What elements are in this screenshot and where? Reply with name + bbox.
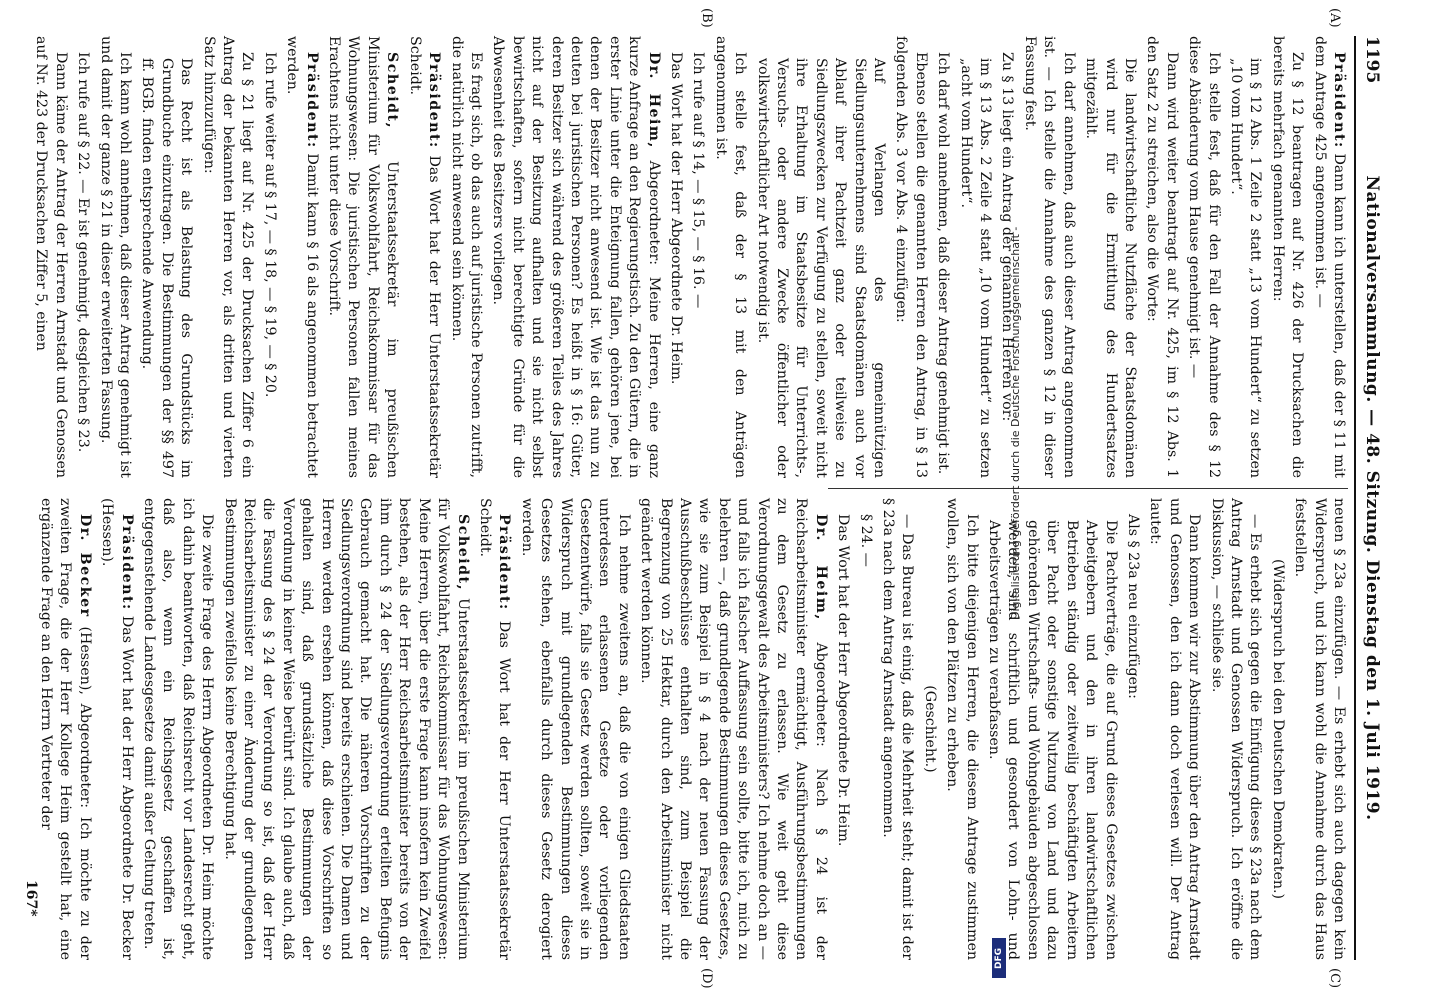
paragraph — [1309, 36, 1348, 478]
speaker-name: Scheidt, — [384, 52, 401, 130]
paragraph-text: Das Wort hat der Herr Unterstaatssekretär Scheidt. — [476, 498, 513, 960]
speaker-name: Präsident: — [1331, 52, 1347, 149]
paragraph — [942, 498, 981, 960]
paragraph-text: Als § 23a neu einzufügen: — [1124, 514, 1141, 699]
speaker-name: Dr. Heim, — [645, 52, 662, 149]
paragraph — [1290, 498, 1348, 960]
paragraph — [1206, 498, 1264, 960]
paragraph-text: Damit kann § 16 als angenommen betrachtet werden. — [284, 36, 320, 478]
margin-marker-d: (D) — [699, 968, 714, 989]
paragraph-text: Auf Verlangen des gemeinnützigen Siedlungsunternehmens sind Staatsdomänen auch vor Ablauf ihrer Pachtzeit ganz oder teilweise zu Siedlungszwecken zur Verfügung zu stellen, soweit nicht ihre Erhaltung im Staatsbesitze für Unterrichts-, Versuchs- oder andere Zwecke öffentlicher oder volkswirtschaftlicher Art notwendig ist. — [754, 58, 888, 478]
paragraph-text: Zu § 21 liegt auf Nr. 425 der Drucksachen Ziffer 6 ein Antrag der bekannten Herren vor, als dritten und vierten Satz hinzuzufügen: — [200, 36, 256, 478]
paragraph-text: Zu § 12 beantragen auf Nr. 426 der Drucksachen die bereits mehrfach genannten Herren: — [1269, 36, 1306, 478]
paragraph-text: Ich stelle fest, daß der § 13 mit den Anträgen angenommen ist. — [712, 36, 749, 478]
paragraph — [1267, 498, 1286, 960]
digitization-notice: Digitalisierung gefördert durch die Deutsche Forschungsgemeinschaft - — [1009, 226, 1022, 620]
paragraph-text: (Hessen), Abgeordneter: Ich möchte zu der zweiten Frage, die der Herr Kollege Heim gestellt hat, eine ergänzende Frage an den Herrn Vertreter der — [38, 498, 93, 960]
paragraph-text: § 24. — — [857, 514, 874, 567]
paragraph — [1145, 498, 1203, 960]
paragraph-text: im § 13 Abs. 2 Zeile 4 statt „10 vom Hundert“ zu setzen „acht vom Hundert“. — [957, 58, 994, 478]
paragraph — [1020, 36, 1078, 478]
paragraph — [1142, 36, 1181, 478]
paragraph-text: — Das Bureau ist einig, daß die Mehrheit steht; damit ist der § 23a nach dem Antrag Arnstadt angenommen. — [880, 498, 916, 960]
speaker-name: Präsident: — [118, 514, 135, 611]
paragraph-text: Unterstaatssekretär im preußischen Ministerium für Volkswohlfahrt, Reichskommissar für das Wohnungswesen: Die juristischen Personen fallen meines Erachtens nicht unter diese Vorschrift. — [326, 36, 401, 478]
paragraph-text: Das Wort hat der Herr Abgeordnete Dr. Heim. — [668, 52, 684, 385]
paragraph — [752, 58, 888, 478]
speaker-name: Präsident: — [426, 52, 443, 149]
paragraph-text: Das Wort hat der Herr Abgeordnete Dr. Heim. — [835, 514, 852, 847]
paragraph-text: — Es erhebt sich gegen die Einfügung dieses § 23a nach dem Antrag Arnstadt und Genossen Widerspruch. Ich eröffne die Diskussion, — schließe sie. — [1208, 498, 1264, 960]
left-column — [33, 36, 1348, 478]
paragraph — [446, 36, 485, 478]
paragraph-text: Dann kann ich unterstellen, daß der § 11 mit dem Antrage 425 angenommen ist. — — [1311, 36, 1347, 478]
speaker-name: Präsident: — [303, 52, 320, 149]
paragraph-text: Ich darf annehmen, daß auch dieser Antrag angenommen ist. — Ich stelle die Annahme des ganzen § 12 in dieser Fassung fest. — [1021, 36, 1077, 478]
paragraph — [1123, 498, 1142, 960]
margin-marker-c: (C) — [1327, 968, 1342, 989]
column-divider — [828, 488, 1348, 489]
paragraph — [137, 58, 195, 478]
paragraph — [878, 498, 917, 960]
paragraph-text: Ich nehme zweitens an, daß die von einigen Gliedstaaten unterdessen erlassenen Gesetze oder vorliegenden Gesetzentwürfe, falls sie Gesetz werden sollten, soweit sie in Widerspruch mit grundlegenden Bestimmungen dieses Gesetzes stehen, ebenfalls durch dieses Gesetz derogiert werden. — [518, 498, 632, 960]
paragraph — [833, 498, 852, 960]
paragraph-text: Ich darf wohl annehmen, daß dieser Antrag genehmigt ist. — [935, 52, 952, 475]
page-header — [1354, 36, 1384, 960]
paragraph-text: Die zweite Frage des Herrn Abgeordneten Dr. Heim möchte ich dahin beantworten, daß Reichsrecht vor Landesrecht geht, daß also, wenn ein Reichsgesetz geschaffen ist, entgegenstehende Landesgesetze damit außer Geltung treten. — [141, 498, 216, 960]
right-column — [38, 498, 1348, 961]
paragraph — [475, 498, 514, 960]
paragraph — [688, 36, 707, 478]
speaker-name: Scheidt, — [454, 514, 471, 592]
paragraph-text: Dann käme der Antrag der Herren Arnstadt und Genossen auf Nr. 423 der Drucksachen Ziffer 5, einen — [33, 36, 69, 478]
paragraph — [1267, 36, 1306, 478]
paragraph-text: Ich rufe auf § 14, — § 15, — § 16. — — [690, 52, 707, 309]
paragraph-text: Das Wort hat der Herr Abgeordnete Dr. Becker (Hessen). — [99, 498, 135, 960]
paragraph-text: Ich stelle fest, daß für den Fall der Annahme des § 12 diese Abänderung vom Hause genehmigt ist. — — [1186, 36, 1222, 478]
paragraph — [666, 36, 685, 478]
paragraph — [259, 36, 278, 478]
paragraph-text: im § 12 Abs. 1 Zeile 2 statt „13 vom Hundert“ zu setzen „10 vom Hundert“. — [1227, 58, 1264, 478]
header-page-number: 1195 — [1362, 36, 1382, 84]
footer-page-number: 167* — [23, 880, 39, 917]
paragraph-text: (Geschieht.) — [921, 685, 938, 773]
paragraph-text: Ebenso stellen die genannten Herren den Antrag, in § 13 folgenden Abs. 3 vor Abs. 4 einzufügen: — [893, 36, 929, 478]
paragraph-text: Ich rufe weiter auf § 17, — § 18, — § 19, — § 20. — [261, 52, 278, 398]
paragraph — [198, 36, 256, 478]
paragraph — [139, 498, 217, 960]
paragraph — [324, 36, 402, 478]
paragraph — [891, 36, 930, 478]
speaker-name: Dr. Heim, — [812, 514, 829, 621]
paragraph-text: Die Pachtverträge, die auf Grund dieses Gesetzes zwischen Arbeitgebern und den in ihren landwirtschaftlichen Betrieben ständig oder zeitweilig beschäftigten Arbeitern über Pacht oder sonstige Nutzung von Land und dazu gehörenden Wirtschafts- und Wohngebäuden abgeschlossen werden, sind schriftlich und gesondert von Lohn- und Arbeitsverträgen zu verabfassen. — [986, 520, 1119, 960]
dfg-logo: DFG — [992, 938, 1006, 978]
margin-marker-b: (B) — [699, 8, 714, 28]
paragraph-text: Ich rufe auf § 22. — Er ist genehmigt, desgleichen § 23. — [75, 52, 92, 453]
speaker-name: Präsident: — [496, 514, 513, 611]
paragraph — [31, 36, 70, 478]
paragraph-text: neuen § 23a einzufügen. — Es erhebt sich auch dagegen kein Widerspruch, und ich kann wohl die Annahme durch das Haus feststellen. — [1292, 498, 1347, 960]
paragraph — [919, 498, 938, 960]
paragraph — [36, 498, 94, 960]
paragraph-text: Es fragt sich, ob das auch auf juristische Personen zutrifft, die natürlich nicht anwesend sein können. — [448, 36, 484, 478]
paragraph-text: Abgeordneter: Meine Herren, eine ganz kurze Anfrage an den Regierungstisch. Zu den Gütern, die in erster Linie unter die Enteignung fallen, gehören jene, bei denen der Besitzer nicht anwesend ist. Wie ist das nun zu deuten bei juristischen Personen? Es heißt in § 16: Güter, deren Besitzer sich während des größeren Teiles des Jahres nicht auf der Besitzung aufhalten und sie nicht selbst bewirtschaften, sofern nicht berechtigte Gründe für die Abwesenheit des Besitzers vorliegen. — [490, 36, 662, 478]
paragraph — [1226, 58, 1265, 478]
paragraph-text: (Widerspruch bei den Deutschen Demokraten.) — [1269, 558, 1286, 900]
paragraph-text: Das Wort hat der Herr Unterstaatssekretär Scheidt. — [406, 36, 443, 478]
paragraph — [219, 498, 471, 960]
paragraph-text: Dann kommen wir zur Abstimmung über den Antrag Arnstadt und Genossen, den ich dann doch verlesen will. Der Antrag lautet: — [1147, 498, 1203, 960]
paragraph-text: Die landwirtschaftliche Nutzfläche der Staatsdomänen wird nur für die Ermittlung des Hundertsatzes mitgezählt. — [1083, 58, 1138, 478]
paragraph-text: Ich kann wohl annehmen, daß dieser Antrag genehmigt ist und damit der ganze § 21 in dieser erweiterten Fassung. — [97, 36, 134, 478]
paragraph — [1184, 36, 1223, 478]
paragraph — [73, 36, 92, 478]
paragraph — [710, 36, 749, 478]
paragraph — [1081, 58, 1139, 478]
paragraph-text: Unterstaatssekretär im preußischen Ministerium für Volkswohlfahrt, Reichskommissar für das Wohnungswesen: Meine Herren, über die erste Frage kann insofern kein Zweifel bestehen, als der Herr Reichsarbeitsminister bereits von der ihm durch § 24 der Siedlungsverordnung erteilten Befugnis Gebrauch gemacht hat. Die näheren Vorschriften zu der Siedlungsverordnung sind bereits erschienen. Die Damen und Herren werden ersehen können, daß diese Vorschriften so gehalten sind, daß grundsätzliche Bestimmungen der Verordnung in keiner Weise berührt sind. Ich glaube auch, daß die Fassung des § 24 der Verordnung so ist, daß der Herr Reichsarbeitsminister zu einer Änderung der grundlegenden Bestimmungen zweifellos keine Berechtigung hat. — [221, 498, 471, 961]
speaker-name: Dr. Becker — [76, 514, 93, 618]
paragraph-text: Ich bitte diejenigen Herren, die diesem Antrage zustimmen wollen, sich von den Plätzen zu erheben. — [944, 498, 980, 960]
paragraph — [636, 498, 830, 960]
margin-marker-a: (A) — [1327, 8, 1342, 28]
paragraph-text: Das Recht ist als Belastung des Grundstücks im Grundbuche einzutragen. Die Bestimmungen der §§ 497 ff. BGB. finden entsprechende Anwendung. — [139, 58, 195, 478]
paragraph — [282, 36, 321, 478]
header-title: Nationalversammlung. — 48. Sitzung. Dienstag den 1. Juli 1919. — [1362, 175, 1382, 821]
paragraph — [955, 58, 994, 478]
paragraph — [855, 498, 874, 960]
paragraph — [488, 36, 663, 478]
paragraph-text: Dann wird weiter beantragt auf Nr. 425, im § 12 Abs. 1 den Satz 2 zu streichen, also die Worte: — [1144, 36, 1180, 478]
paragraph-text: Abgeordneter: Nach § 24 ist der Reichsarbeitsminister ermächtigt, Ausführungsbestimmungen zu dem Gesetz zu erlassen. Wie weit geht diese Verordnungsgewalt des Arbeitsministers? Ich nehme doch an — und falls ich falscher Auffassung sein sollte, bitte ich, mich zu belehren —, daß grundlegende Bestimmungen dieses Gesetzes, wie sie zum Beispiel in § 4 nach der neuen Fassung der Ausschußbeschlüsse enthalten sind, zum Beispiel die Begrenzung von 25 Hektar, durch den Arbeitsminister nicht geändert werden können. — [638, 498, 829, 960]
paragraph — [95, 36, 134, 478]
paragraph — [516, 498, 632, 960]
paragraph — [404, 36, 443, 478]
paragraph — [984, 520, 1120, 960]
paragraph-text: Zu § 13 liegt ein Antrag der genannten Herren vor: — [999, 52, 1016, 422]
paragraph — [933, 36, 952, 478]
paragraph — [97, 498, 136, 960]
